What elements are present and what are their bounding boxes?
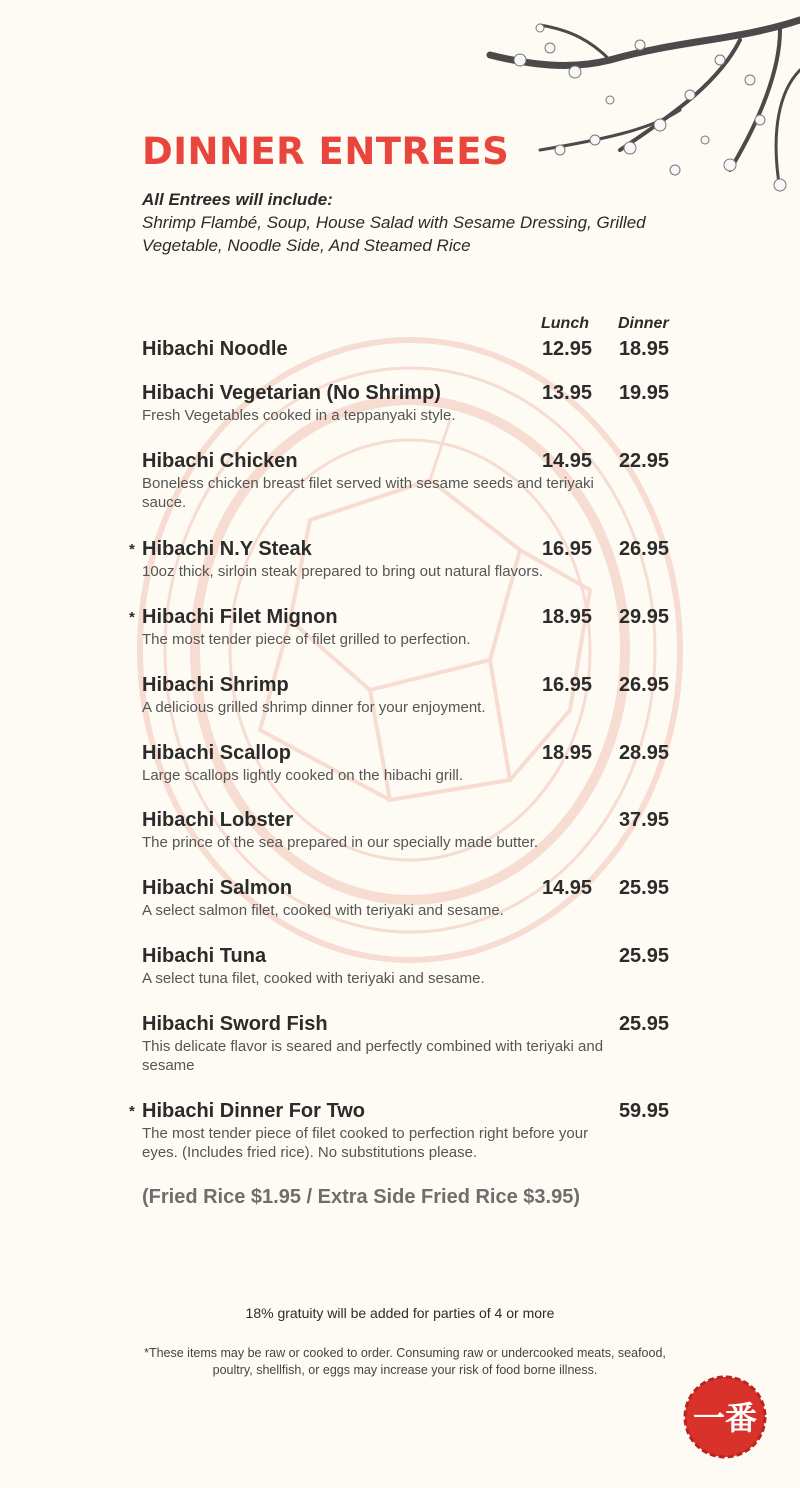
item-name: Hibachi Sword Fish (142, 1013, 328, 1035)
dinner-price: 37.95 (618, 809, 669, 831)
menu-item (142, 742, 672, 785)
restaurant-seal-logo (683, 1375, 767, 1459)
item-name: Hibachi Shrimp (142, 674, 289, 696)
item-name: Hibachi Chicken (142, 450, 298, 472)
lunch-price: 16.95 (541, 674, 592, 696)
item-description: The prince of the sea prepared in our specially made butter. (142, 834, 539, 851)
item-description: Large scallops lightly cooked on the hibachi grill. (142, 767, 464, 784)
logo-text: 一番 (692, 1399, 758, 1437)
raw-warning-star: * (129, 1103, 135, 1120)
item-description: A select salmon filet, cooked with teriyaki and sesame. (142, 902, 504, 919)
item-description: The most tender piece of filet grilled to perfection. (142, 631, 471, 648)
lunch-column-header: Lunch (541, 315, 589, 332)
menu-item (142, 450, 672, 512)
dinner-column-header: Dinner (618, 315, 669, 332)
item-name: Hibachi Vegetarian (No Shrimp) (142, 382, 441, 404)
raw-warning-star: * (129, 609, 135, 626)
lunch-price: 16.95 (541, 538, 592, 560)
dinner-price: 25.95 (618, 877, 669, 899)
includes-text: Shrimp Flambé, Soup, House Salad with Sesame Dressing, Grilled Vegetable, Noodle Side, And Steamed Rice (142, 213, 646, 255)
menu-item (142, 382, 672, 425)
item-description: Fresh Vegetables cooked in a teppanyaki style. (142, 407, 456, 424)
dinner-price: 26.95 (618, 674, 669, 696)
menu-item (142, 877, 672, 920)
lunch-price: 14.95 (541, 450, 592, 472)
item-name: Hibachi N.Y Steak (142, 538, 312, 560)
item-description: This delicate flavor is seared and perfectly combined with teriyaki and sesame (142, 1038, 604, 1074)
menu-item (142, 945, 672, 988)
page-title: DINNER ENTREES (142, 130, 510, 173)
item-name: Hibachi Dinner For Two (142, 1100, 365, 1122)
dinner-price: 25.95 (618, 945, 669, 967)
menu-item (142, 1013, 672, 1075)
dinner-price: 25.95 (618, 1013, 669, 1035)
includes-heading: All Entrees will include: (142, 190, 333, 209)
dinner-price: 22.95 (618, 450, 669, 472)
item-name: Hibachi Scallop (142, 742, 291, 764)
cherry-blossom-branch-icon (480, 0, 800, 210)
menu-item (129, 606, 672, 649)
item-description: Boneless chicken breast filet served with sesame seeds and teriyaki sauce. (142, 475, 594, 511)
item-description: A delicious grilled shrimp dinner for your enjoyment. (142, 699, 486, 716)
fried-rice-extras: (Fried Rice $1.95 / Extra Side Fried Rice $3.95) (142, 1186, 580, 1208)
dinner-price: 28.95 (618, 742, 669, 764)
item-description: 10oz thick, sirloin steak prepared to bring out natural flavors. (142, 563, 544, 580)
item-description: A select tuna filet, cooked with teriyaki and sesame. (142, 970, 485, 987)
dinner-price: 19.95 (618, 382, 669, 404)
menu-item (142, 338, 672, 362)
dinner-price: 26.95 (618, 538, 669, 560)
item-description: The most tender piece of filet cooked to perfection right before your eyes. (Includes fried rice). No substitutions please. (142, 1125, 589, 1161)
lunch-price: 14.95 (541, 877, 592, 899)
dinner-price: 29.95 (618, 606, 669, 628)
plate-illustration-icon (130, 330, 690, 970)
lunch-price: 13.95 (541, 382, 592, 404)
menu-item (142, 809, 672, 852)
menu-item (129, 1100, 672, 1162)
lunch-price: 12.95 (541, 338, 592, 360)
raw-warning-star: * (129, 541, 135, 558)
raw-food-disclaimer: *These items may be raw or cooked to order. Consuming raw or undercooked meats, seafood, poultry, shellfish, or eggs may increase your risk of food borne illness. (144, 1346, 666, 1377)
item-name: Hibachi Salmon (142, 877, 293, 899)
item-name: Hibachi Filet Mignon (142, 606, 338, 628)
item-name: Hibachi Lobster (142, 809, 294, 831)
menu-item (142, 674, 672, 717)
gratuity-note: 18% gratuity will be added for parties of 4 or more (245, 1305, 555, 1321)
menu-item (129, 538, 672, 581)
dinner-price: 18.95 (618, 338, 669, 360)
dinner-price: 59.95 (618, 1100, 669, 1122)
item-name: Hibachi Noodle (142, 338, 288, 360)
lunch-price: 18.95 (541, 742, 592, 764)
item-name: Hibachi Tuna (142, 945, 267, 967)
lunch-price: 18.95 (541, 606, 592, 628)
